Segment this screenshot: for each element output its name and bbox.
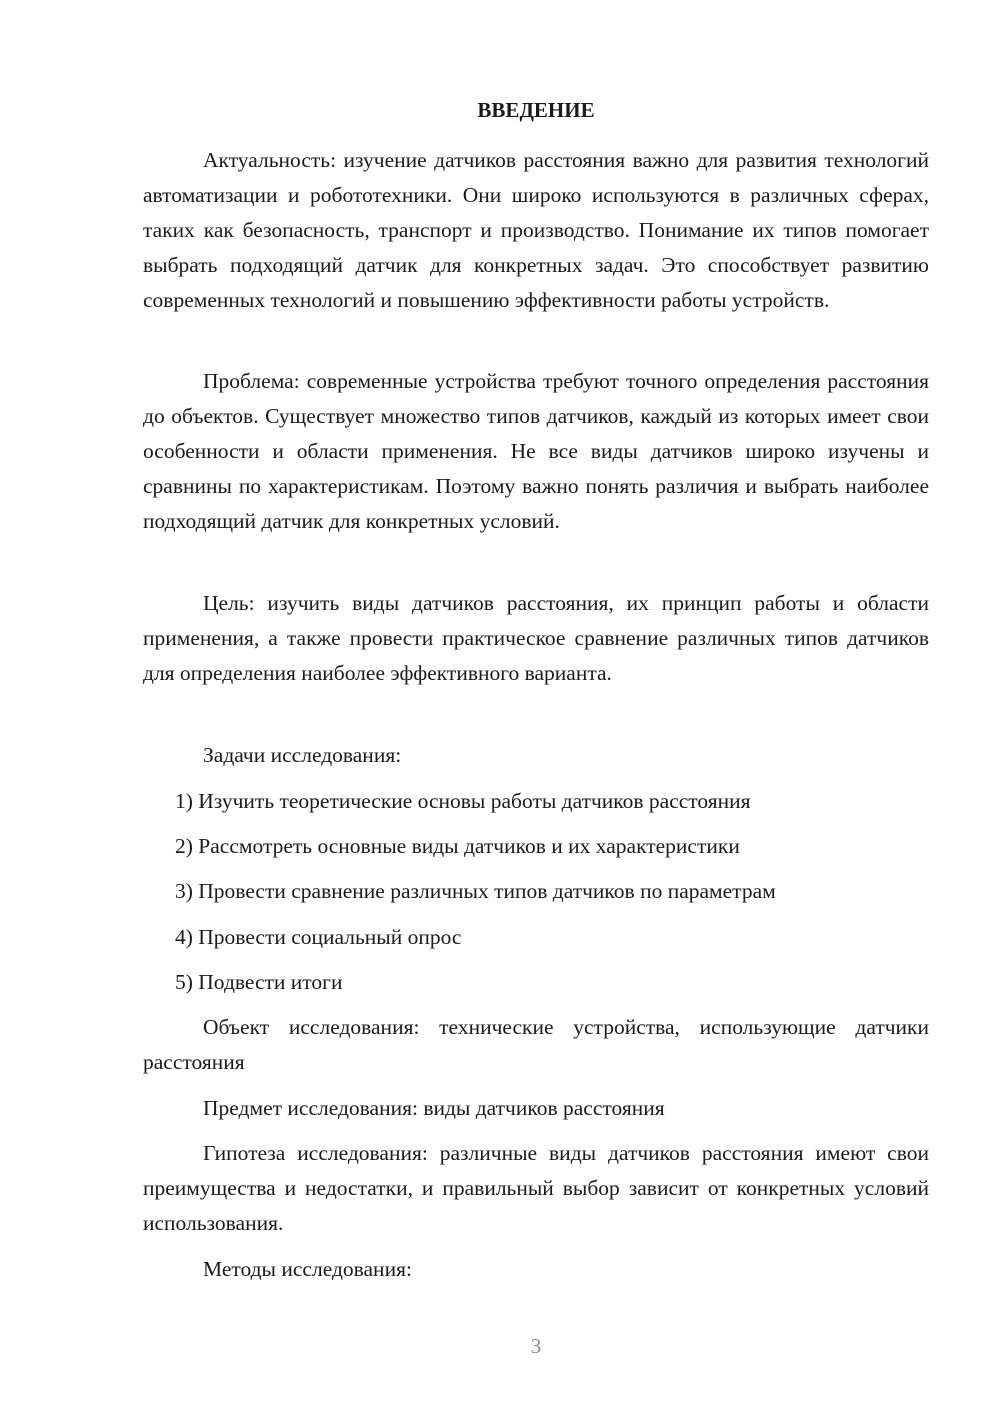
task-item-4: 4) Провести социальный опрос — [175, 925, 462, 949]
subject-paragraph: Предмет исследования: виды датчиков расстояния — [203, 1096, 665, 1120]
page-title: ВВЕДЕНИЕ — [477, 98, 595, 122]
object-paragraph: Объект исследования: технические устройства, использующие датчики расстояния — [143, 1015, 929, 1074]
goal-paragraph: Цель: изучить виды датчиков расстояния, их принцип работы и области применения, а также провести практическое сравнение различных типов датчиков для определения наиболее эффективного варианта. — [143, 591, 929, 685]
task-item-1: 1) Изучить теоретические основы работы датчиков расстояния — [175, 789, 751, 813]
hypothesis-paragraph: Гипотеза исследования: различные виды датчиков расстояния имеют свои преимущества и недостатки, и правильный выбор зависит от конкретных условий использования. — [143, 1141, 929, 1235]
task-item-3: 3) Провести сравнение различных типов датчиков по параметрам — [175, 879, 776, 903]
tasks-heading: Задачи исследования: — [203, 743, 402, 767]
relevance-paragraph: Актуальность: изучение датчиков расстояния важно для развития технологий автоматизации и робототехники. Они широко используются в различных сферах, таких как безопасность, транспорт и производство. Понимание их типов помогает выбрать подходящий датчик для конкретных задач. Это способствует развитию современных технологий и повышению эффективности работы устройств. — [143, 148, 929, 312]
page-number: 3 — [530, 1334, 542, 1358]
problem-paragraph: Проблема: современные устройства требуют точного определения расстояния до объектов. Существует множество типов датчиков, каждый из которых имеет свои особенности и области применения. Не все виды датчиков широко изучены и сравнины по характеристикам. Поэтому важно понять различия и выбрать наиболее подходящий датчик для конкретных условий. — [143, 369, 929, 533]
methods-heading: Методы исследования: — [203, 1257, 412, 1281]
task-item-2: 2) Рассмотреть основные виды датчиков и их характеристики — [175, 834, 740, 858]
task-item-5: 5) Подвести итоги — [175, 970, 343, 994]
